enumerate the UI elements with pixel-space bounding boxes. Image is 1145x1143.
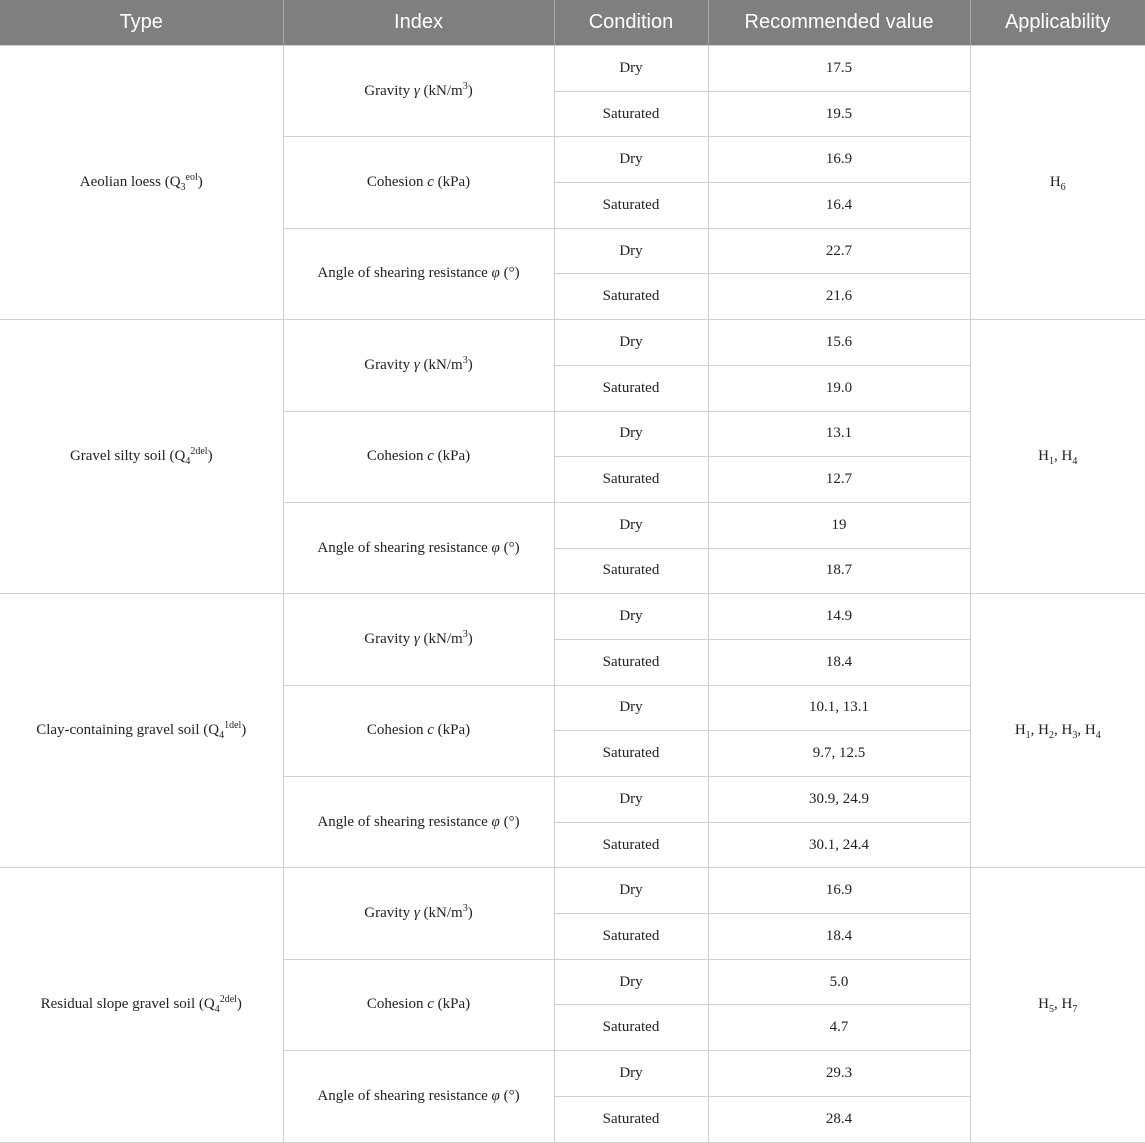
- applicability-item: H: [1061, 996, 1073, 1013]
- index-unit: (kN/m: [423, 356, 463, 373]
- index-label: Gravity: [364, 905, 411, 922]
- applicability-subscript: 2: [1049, 730, 1054, 742]
- applicability-subscript: 7: [1072, 1004, 1078, 1016]
- index-unit: (°): [503, 1087, 520, 1104]
- condition-cell: Dry: [554, 46, 708, 92]
- header-recommended-value: Recommended value: [708, 0, 970, 46]
- value-cell: 10.1, 13.1: [708, 685, 970, 731]
- type-cell: [0, 46, 283, 320]
- value-cell: 21.6: [708, 274, 970, 320]
- applicability-subscript: 4: [1095, 730, 1101, 742]
- condition-cell: Dry: [554, 320, 708, 366]
- index-label: Angle of shearing resistance: [317, 813, 488, 830]
- value-cell: 17.5: [708, 46, 970, 92]
- type-superscript: 2del: [219, 994, 237, 1006]
- index-unit: (kN/m: [423, 82, 463, 99]
- index-symbol: φ: [491, 265, 500, 282]
- index-label: Cohesion: [366, 722, 424, 739]
- type-subscript: 4: [219, 730, 225, 742]
- index-label: Gravity: [364, 630, 411, 647]
- type-close: ): [241, 722, 247, 739]
- index-label: Angle of shearing resistance: [317, 265, 488, 282]
- index-cell: [283, 411, 554, 502]
- index-unit: (°): [503, 813, 520, 830]
- index-label: Cohesion: [366, 174, 424, 191]
- condition-cell: Dry: [554, 1051, 708, 1097]
- type-close: ): [207, 448, 213, 465]
- value-cell: 18.7: [708, 548, 970, 594]
- condition-cell: Saturated: [554, 1096, 708, 1142]
- index-unit: (kPa): [437, 174, 471, 191]
- index-cell: [283, 868, 554, 959]
- index-unit: (°): [503, 265, 520, 282]
- index-unit: (kPa): [437, 996, 471, 1013]
- condition-cell: Saturated: [554, 639, 708, 685]
- value-cell: 16.4: [708, 183, 970, 229]
- type-subscript: 3: [180, 182, 186, 194]
- condition-cell: Dry: [554, 868, 708, 914]
- index-symbol: c: [427, 174, 434, 191]
- type-cell: [0, 868, 283, 1142]
- index-symbol: γ: [413, 82, 420, 99]
- value-cell: 14.9: [708, 594, 970, 640]
- condition-cell: Saturated: [554, 914, 708, 960]
- value-cell: 29.3: [708, 1051, 970, 1097]
- index-symbol: φ: [491, 539, 500, 556]
- index-cell: [283, 228, 554, 319]
- index-cell: [283, 46, 554, 137]
- type-name: Gravel silty soil (Q: [69, 448, 186, 465]
- value-cell: 13.1: [708, 411, 970, 457]
- condition-cell: Saturated: [554, 1005, 708, 1051]
- condition-cell: Saturated: [554, 274, 708, 320]
- type-subscript: 4: [185, 456, 191, 468]
- index-label: Gravity: [364, 356, 411, 373]
- value-cell: 30.9, 24.9: [708, 777, 970, 823]
- index-symbol: c: [427, 996, 434, 1013]
- applicability-item: H: [1061, 448, 1073, 465]
- applicability-cell: $H_1$, $H_2$, $H_3$, $H_4$: [970, 594, 1145, 868]
- index-symbol: γ: [413, 630, 420, 647]
- applicability-item: H: [1014, 722, 1026, 739]
- index-unit-close: ): [467, 356, 473, 373]
- condition-cell: Saturated: [554, 548, 708, 594]
- condition-cell: Saturated: [554, 457, 708, 503]
- condition-cell: Saturated: [554, 91, 708, 137]
- index-symbol: c: [427, 448, 434, 465]
- index-unit-close: ): [467, 82, 473, 99]
- index-cell: [283, 1051, 554, 1142]
- condition-cell: Dry: [554, 594, 708, 640]
- value-cell: 22.7: [708, 228, 970, 274]
- value-cell: 28.4: [708, 1096, 970, 1142]
- table-row: [0, 594, 1145, 640]
- applicability-subscript: 3: [1072, 730, 1078, 742]
- index-cell: [283, 320, 554, 411]
- index-unit-close: ): [467, 630, 473, 647]
- applicability-subscript: 6: [1060, 182, 1066, 194]
- index-symbol: φ: [491, 1087, 500, 1104]
- index-cell: [283, 137, 554, 228]
- type-name: Aeolian loess (Q: [79, 174, 181, 191]
- index-unit-superscript: 3: [462, 354, 468, 366]
- value-cell: 19.0: [708, 365, 970, 411]
- index-unit-close: ): [467, 905, 473, 922]
- index-symbol: φ: [491, 813, 500, 830]
- index-label: Cohesion: [366, 448, 424, 465]
- condition-cell: Saturated: [554, 822, 708, 868]
- applicability-item: H: [1061, 722, 1073, 739]
- condition-cell: Saturated: [554, 183, 708, 229]
- header-applicability: Applicability: [970, 0, 1145, 46]
- index-symbol: γ: [413, 905, 420, 922]
- index-unit: (kPa): [437, 722, 471, 739]
- index-unit: (kPa): [437, 448, 471, 465]
- header-row: [0, 0, 1145, 46]
- condition-cell: Dry: [554, 685, 708, 731]
- value-cell: 19: [708, 502, 970, 548]
- condition-cell: Dry: [554, 411, 708, 457]
- applicability-item: H: [1038, 722, 1049, 739]
- index-unit: (°): [503, 539, 520, 556]
- type-superscript: 1del: [224, 720, 242, 732]
- index-cell: [283, 777, 554, 868]
- header-type: Type: [0, 0, 283, 46]
- applicability-cell: $H_1$, $H_4$: [970, 320, 1145, 594]
- table-row: [0, 46, 1145, 92]
- type-name: Clay-containing gravel soil (Q: [36, 722, 220, 739]
- index-symbol: c: [427, 722, 434, 739]
- index-cell: [283, 502, 554, 593]
- applicability-cell: $H_5$, $H_7$: [970, 868, 1145, 1142]
- type-subscript: 4: [214, 1004, 220, 1016]
- header-condition: Condition: [554, 0, 708, 46]
- type-cell: [0, 320, 283, 594]
- condition-cell: Dry: [554, 228, 708, 274]
- condition-cell: Dry: [554, 137, 708, 183]
- index-symbol: γ: [413, 356, 420, 373]
- value-cell: 15.6: [708, 320, 970, 366]
- value-cell: 19.5: [708, 91, 970, 137]
- index-label: Gravity: [364, 82, 411, 99]
- type-name: Residual slope gravel soil (Q: [40, 996, 215, 1013]
- applicability-item: H: [1038, 996, 1049, 1013]
- value-cell: 18.4: [708, 914, 970, 960]
- condition-cell: Dry: [554, 959, 708, 1005]
- table-row: [0, 320, 1145, 366]
- index-label: Angle of shearing resistance: [317, 1087, 488, 1104]
- index-label: Cohesion: [366, 996, 424, 1013]
- type-superscript: 2del: [190, 446, 208, 458]
- index-unit: (kN/m: [423, 630, 463, 647]
- table-body: [0, 46, 1145, 1143]
- type-close: ): [236, 996, 242, 1013]
- table-row: [0, 868, 1145, 914]
- applicability-subscript: 4: [1072, 456, 1078, 468]
- index-label: Angle of shearing resistance: [317, 539, 488, 556]
- condition-cell: Saturated: [554, 731, 708, 777]
- applicability-subscript: 1: [1025, 730, 1031, 742]
- type-close: ): [197, 174, 203, 191]
- applicability-cell: [970, 46, 1145, 320]
- applicability-subscript: 1: [1049, 456, 1054, 468]
- applicability-subscript: 5: [1049, 1004, 1054, 1016]
- applicability-item: H: [1084, 722, 1096, 739]
- index-cell: [283, 685, 554, 776]
- header-index: Index: [283, 0, 554, 46]
- index-cell: [283, 959, 554, 1050]
- type-superscript: eol: [185, 172, 198, 184]
- index-cell: [283, 594, 554, 685]
- value-cell: 12.7: [708, 457, 970, 503]
- value-cell: 18.4: [708, 639, 970, 685]
- condition-cell: Saturated: [554, 365, 708, 411]
- value-cell: 16.9: [708, 868, 970, 914]
- condition-cell: Dry: [554, 502, 708, 548]
- index-unit-superscript: 3: [462, 80, 468, 92]
- value-cell: 9.7, 12.5: [708, 731, 970, 777]
- value-cell: 16.9: [708, 137, 970, 183]
- value-cell: 4.7: [708, 1005, 970, 1051]
- type-cell: [0, 594, 283, 868]
- applicability-item: H: [1049, 174, 1061, 191]
- condition-cell: Dry: [554, 777, 708, 823]
- index-unit-superscript: 3: [462, 903, 468, 915]
- applicability-item: H: [1038, 448, 1049, 465]
- index-unit: (kN/m: [423, 905, 463, 922]
- value-cell: 5.0: [708, 959, 970, 1005]
- value-cell: 30.1, 24.4: [708, 822, 970, 868]
- index-unit-superscript: 3: [462, 628, 468, 640]
